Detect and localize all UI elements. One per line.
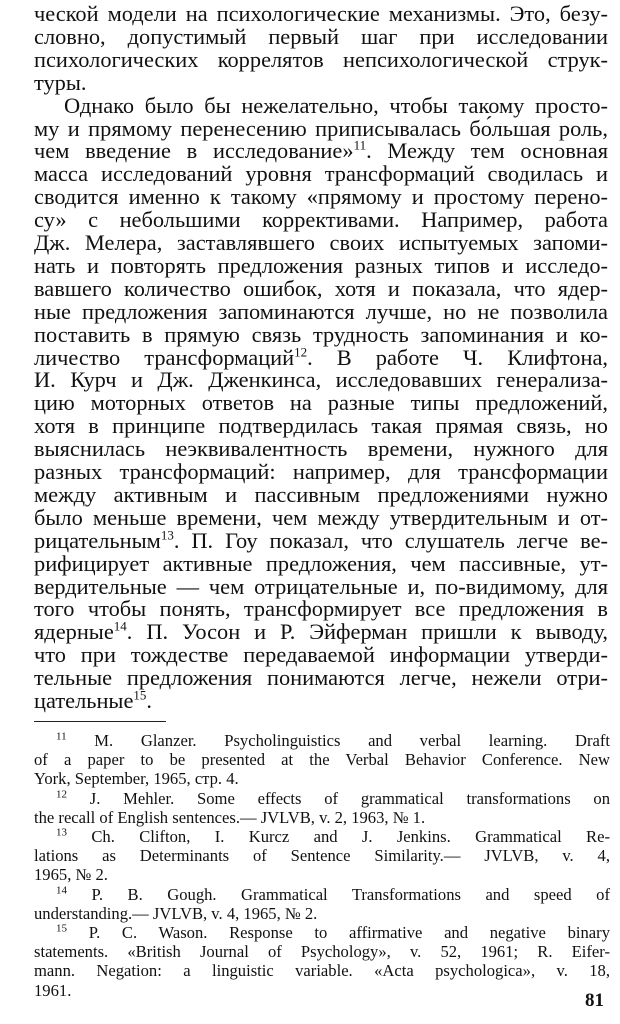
- footnote-text: York, September, 1965, стр. 4.: [34, 769, 239, 789]
- footnote-reference: 15: [133, 687, 147, 703]
- body-line-text: того чтобы понять, трансформирует все предложения в: [34, 596, 608, 622]
- footnote-line: [34, 981, 610, 1001]
- footnote-reference: 11: [353, 137, 367, 153]
- footnote-line: [56, 923, 610, 943]
- footnote-reference: 13: [160, 527, 174, 543]
- body-line-text: хотя в принципе подтвердилась такая прямая связь, но: [34, 413, 608, 439]
- footnote-number: 13: [56, 826, 67, 839]
- footnote-line: [34, 808, 610, 828]
- footnote-number: 11: [56, 730, 67, 743]
- footnote-line: [34, 769, 610, 789]
- footnote-line: [34, 904, 610, 924]
- body-line-text: рифицирует активные предложения, чем пассивные, ут-: [34, 550, 608, 576]
- footnote-text: mann. Negation: a linguistic variable. «Acta psychologica», v. 18,: [34, 961, 610, 981]
- footnote-text: J. Mehler. Some effects of grammatical transformations on: [89, 788, 610, 808]
- body-line-text: ные предложения запоминаются лучше, но не позволила: [34, 298, 608, 324]
- footnote-line: [56, 789, 610, 809]
- body-line-tail: . В работе Ч. Клифтона,: [307, 344, 608, 370]
- body-line-text: сводится именно к такому «прямому и простому перено-: [34, 184, 608, 210]
- footnote-line: [34, 750, 610, 770]
- body-line-text: су» с небольшими коррективами. Например, работа: [34, 207, 608, 233]
- body-line-text: психологических коррелятов непсихологической струк-: [34, 46, 608, 72]
- footnote-number: 14: [56, 884, 67, 897]
- footnote-line: [56, 885, 610, 905]
- footnote-line: [56, 731, 610, 751]
- body-line: [34, 687, 608, 714]
- footnote-reference: 14: [113, 618, 127, 634]
- body-line-text: личество трансформаций: [34, 344, 295, 370]
- body-line-text: ческой модели на психологические механизмы. Это, безу-: [34, 1, 608, 26]
- body-line-tail: . П. Уосон и Р. Эйферман пришли к выводу,: [126, 619, 608, 645]
- body-line-tail: . П. Гоу показал, что слушатель легче ве-: [173, 527, 608, 553]
- body-line-text: поставить в прямую связь трудность запоминания и ко-: [34, 321, 608, 347]
- page-number: 81: [585, 990, 604, 1011]
- body-line-text: Однако было бы нежелательно, чтобы такому просто-: [64, 92, 608, 118]
- footnote-text: lations as Determinants of Sentence Similarity.— JVLVB, v. 4,: [34, 846, 610, 866]
- body-line-text: выяснилась неэквивалентность времени, нужного для: [34, 436, 608, 462]
- footnote-line: [34, 846, 610, 866]
- footnote-text: 1965, № 2.: [34, 865, 108, 885]
- body-line-text: словно, допустимый первый шаг при исследовании: [34, 23, 608, 49]
- body-line-text: разных трансформаций: например, для трансформации: [34, 459, 608, 484]
- body-line-text: Дж. Мелера, заставлявшего своих испытуемых запоми-: [34, 230, 608, 255]
- footnote-line: [34, 942, 610, 962]
- footnote-reference: 12: [294, 344, 308, 360]
- body-line-text: ядерные: [34, 619, 114, 645]
- body-line-text: было меньше времени, чем между утвердительным и от-: [34, 504, 608, 530]
- body-line-text: между активным и пассивным предложениями нужно: [34, 481, 608, 507]
- body-line-text: нать и повторять предложения разных типов и исследо-: [34, 252, 608, 278]
- footnote-number: 15: [56, 922, 67, 935]
- footnote-separator: [34, 721, 166, 722]
- footnote-text: the recall of English sentences.— JVLVB, v. 2, 1963, № 1.: [34, 807, 426, 827]
- body-line-text: И. Курч и Дж. Дженкинса, исследовавших генерализа-: [34, 367, 608, 393]
- footnote-number: 12: [56, 788, 67, 801]
- footnote-line: [34, 865, 610, 885]
- footnote-text: P. C. Wason. Response to affirmative and negative binary: [88, 923, 610, 942]
- body-line-text: тельные предложения понимаются легче, нежели отри-: [34, 665, 608, 691]
- body-line-text: вердительные — чем отрицательные и, по-видимому, для: [34, 573, 608, 599]
- footnote-text: statements. «British Journal of Psychology», v. 52, 1961; R. Eifer-: [34, 942, 610, 962]
- body-line-text: му и прямому перенесению приписывалась бо́льшая роль,: [34, 115, 608, 141]
- body-line-tail: .: [146, 688, 153, 713]
- footnote-text: understanding.— JVLVB, v. 4, 1965, № 2.: [34, 903, 318, 923]
- footnote-line: [34, 961, 610, 981]
- footnote-text: of a paper to be presented at the Verbal Behavior Conference. New: [34, 750, 610, 770]
- body-line-text: что при тождестве передаваемой информации утверди-: [34, 642, 608, 668]
- footnote-text: P. B. Gough. Grammatical Transformations and speed of: [91, 884, 610, 904]
- body-line-text: цию моторных ответов на разные типы предложений,: [34, 390, 608, 416]
- footnote-text: Ch. Clifton, I. Kurcz and J. Jenkins. Grammatical Re-: [91, 827, 610, 846]
- body-line-text: чем введение в исследование»: [34, 138, 354, 164]
- body-line-text: рицательным: [34, 527, 161, 553]
- body-line-text: вавшего количество ошибок, хотя и показала, что ядер-: [34, 275, 608, 301]
- footnote-line: [56, 827, 610, 847]
- body-line-text: масса исследований уровня трансформаций сводилась и: [34, 161, 608, 187]
- body-line-text: туры.: [34, 69, 87, 95]
- body-line-tail: . Между тем основная: [366, 138, 608, 164]
- footnote-text: M. Glanzer. Psycholinguistics and verbal learning. Draft: [94, 731, 610, 750]
- body-line-text: цательные: [34, 688, 134, 713]
- footnote-text: 1961.: [34, 980, 72, 1000]
